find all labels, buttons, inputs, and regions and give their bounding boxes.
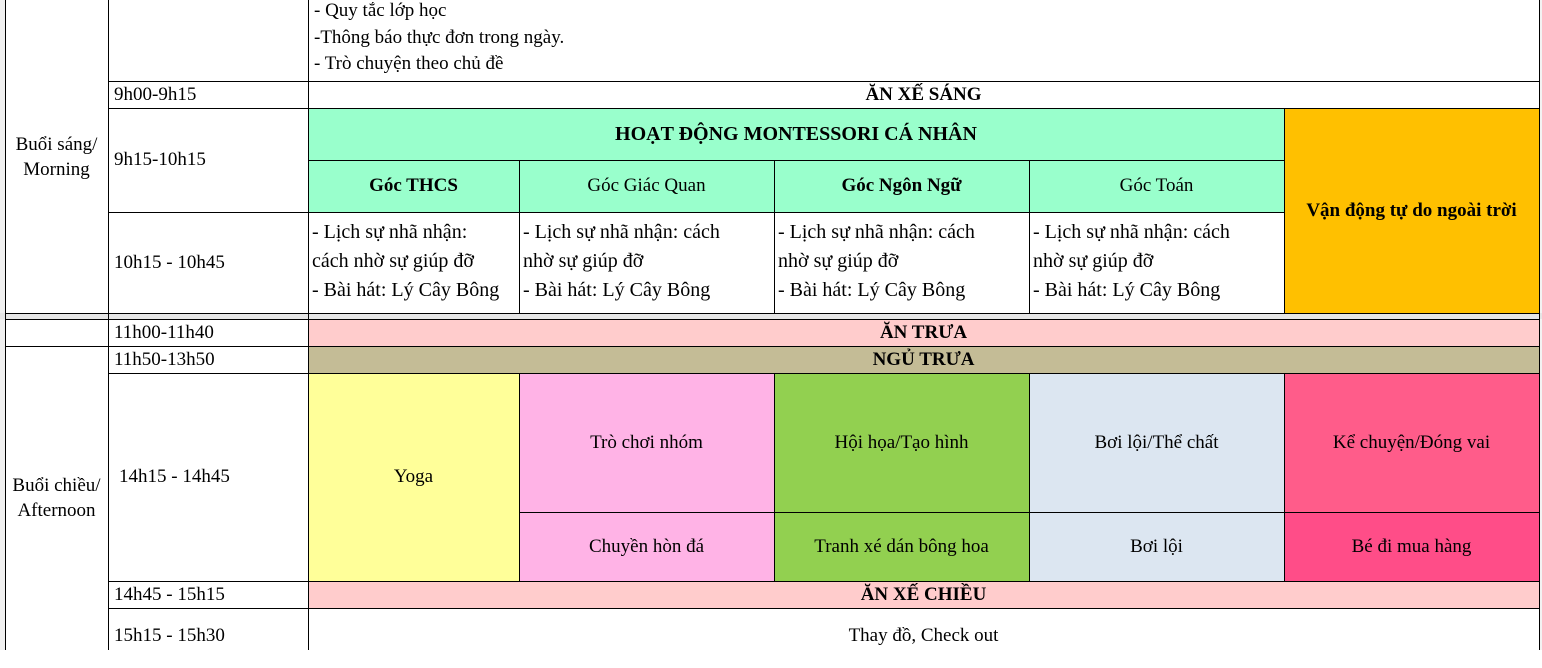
art-cell: Hội họa/Tạo hình — [774, 373, 1029, 512]
activity-cell-4: - Lịch sự nhã nhận: cách nhờ sự giúp đỡ - Bài hát: Lý Cây Bông — [1033, 221, 1230, 301]
morning-session-label: Buổi sáng/ Morning — [15, 133, 98, 180]
corner-toan: Góc Toán — [1029, 160, 1284, 212]
snack-morning-time: 9h00-9h15 — [114, 83, 197, 105]
swim-cell: Bơi lội — [1029, 512, 1284, 581]
group-game: Trò chơi nhóm — [519, 373, 774, 512]
intro-cell — [308, 0, 1539, 81]
shopping-cell: Bé đi mua hàng — [1284, 512, 1539, 581]
nap-time: 11h50-13h50 — [114, 348, 215, 370]
activity-time: 10h15 - 10h45 — [114, 251, 225, 273]
snack-afternoon-time: 14h45 - 15h15 — [114, 583, 225, 605]
checkout-time: 15h15 - 15h30 — [114, 625, 225, 646]
activity-cell-3: - Lịch sự nhã nhận: cách nhờ sự giúp đỡ - Bài hát: Lý Cây Bông — [778, 221, 975, 301]
corner-giac-quan: Góc Giác Quan — [519, 160, 774, 212]
montessori-title: HOẠT ĐỘNG MONTESSORI CÁ NHÂN — [308, 108, 1284, 160]
intro-line: - Quy tắc lớp học — [314, 0, 447, 21]
corner-ngon-ngu: Góc Ngôn Ngữ — [774, 160, 1029, 212]
swim-pe-cell: Bơi lội/Thể chất — [1029, 373, 1284, 512]
corner-thcs: Góc THCS — [308, 160, 519, 212]
snack-morning-label: ĂN XẾ SÁNG — [865, 83, 982, 105]
nap-label: NGỦ TRƯA — [308, 346, 1539, 373]
afternoon-activity-time: 14h15 - 14h45 — [119, 466, 230, 487]
lunch-label: ĂN TRƯA — [308, 319, 1539, 346]
activity-cell-1: - Lịch sự nhã nhận: cách nhờ sự giúp đỡ - Bài hát: Lý Cây Bông — [312, 221, 500, 301]
pass-stone-cell: Chuyền hòn đá — [519, 512, 774, 581]
intro-line: -Thông báo thực đơn trong ngày. — [314, 26, 565, 48]
snack-afternoon-label: ĂN XẾ CHIỀU — [308, 581, 1539, 608]
activity-cell-2: - Lịch sự nhã nhận: cách nhờ sự giúp đỡ - Bài hát: Lý Cây Bông — [523, 221, 720, 301]
yoga-cell: Yoga — [308, 373, 519, 581]
intro-line: - Trò chuyện theo chủ đề — [314, 53, 504, 74]
afternoon-session-label: Buổi chiều/ Afternoon — [12, 475, 101, 521]
montessori-time: 9h15-10h15 — [114, 149, 206, 170]
outdoor-play: Vận động tự do ngoài trời — [1284, 108, 1539, 313]
checkout-label: Thay đồ, Check out — [848, 625, 999, 646]
lunch-time: 11h00-11h40 — [114, 321, 214, 343]
collage-cell: Tranh xé dán bông hoa — [774, 512, 1029, 581]
storytelling-cell: Kể chuyện/Đóng vai — [1284, 373, 1539, 512]
